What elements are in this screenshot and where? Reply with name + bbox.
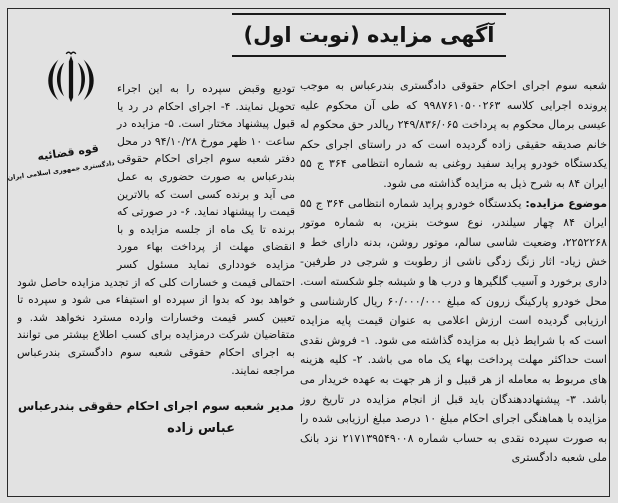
auction-conditions-paragraph: تودیع وقبض سپرده را به این اجراء تحویل نمایند. ۴- اجرای احکام در رد یا قبول پیشنهاد مختار است. ۵- مزایده در ساعت ۱۰ ظهر مورخ ۹۴/۱۰/۲۸ در محل دفتر شعبه سوم اجرای احکام حقوقی بندرعباس به صورت حضوری به عمل می آید و برنده کسی است که بالاترین قیمت را پیشنهاد نماید. ۶- در صورتی که برنده تا یک ماه از جلسه مزایده و با انقضای مهلت از پرداخت بهاء مورد مزایده خودداری نماید مسئول کسر احتمالی قیمت و خسارات کلی که از تجدید مزایده حاصل شود خواهد بود که بدوا از سپرده او استیفاء می شود و سپرده تا تعیین کسر قیمت وخسارات وارده مسترد نخواهد شد. و متقاضیان شرکت درمزایده برای کسب اطلاع بیشتر می توانند به اجرای احکام حقوقی شعبه سوم دادگستری بندرعباس مراجعه نمایند. xyxy=(17,82,295,377)
notice-right-column xyxy=(300,76,607,494)
auction-subject-label: موضوع مزایده: xyxy=(525,196,607,210)
signature-block xyxy=(17,395,295,441)
signature-title: مدیر شعبه سوم اجرای احکام حقوقی بندرعباس xyxy=(17,399,295,414)
auction-subject-text: یکدستگاه خودرو پراید شماره انتظامی ۳۶۴ ج ۵۵ ایران ۸۴ چهار سیلندر، نوع سوخت بنزین، به شماره موتور ۲۲۵۲۲۶۸، وضعیت شاسی سالم، موتور روشن، بدنه دارای خط و خش زیاد- اثار زنگ زدگی ناشی از رطوبت و شرجی در طرفین- داری برخورد و آسیب گلگیرها و درب ها و شیشه جلو شکسته است. محل خودرو پارکینگ زرون که مبلغ ۶۰/۰۰۰/۰۰۰ ریال کارشناسی و ارزیابی گردیده است ارزش اعلامی به عنوان قیمت پایه مزایده است که با شرایط ذیل به مزایده گذاشته می شود. ۱- فروش نقدی است حداکثر مهلت پرداخت بهاء یک ماه می باشد. ۲- کلیه هزینه های مربوط به معامله از هر قبیل و از هر جهت به عهده خریدار می باشد. ۳- پیشنهاددهندگان باید قبل از انجام مزایده در تاریخ روز مزایده با هماهنگی اجرای احکام مبلغ ۱۰ درصد مبلغ ارزیابی شده را به صورت سپرده نقدی به حساب شماره ۲۱۷۱۳۹۵۴۹۰۰۸ نزد بانک ملی شعبه دادگستری xyxy=(300,196,607,465)
auction-subject-paragraph xyxy=(300,194,607,468)
emblem-area xyxy=(6,80,117,262)
signature-name: عباس زاده xyxy=(167,421,235,437)
judiciary-label: قوه قضائیه xyxy=(36,141,100,164)
notice-left-column xyxy=(6,80,295,493)
notice-title-banner xyxy=(232,13,506,57)
notice-intro-paragraph: شعبه سوم اجرای احکام حقوقی دادگستری بندرعباس به موجب پرونده اجرایی کلاسه ۹۹۸۷۶۱۰۵۰۰۲۶۳ که طی آن محکوم علیه عیسی برمال محکوم به پرداخت ۲۴۹/۸۳۶/۰۶۵ ریالدر حق محکوم له خانم صدیقه حقیقی زاده گردیده است که در راستای اجرای حکم یکدستگاه خودرو پراید سفید روغنی به شماره انتظامی ۳۶۴ ج ۵۵ ایران ۸۴ به شرح ذیل به مزایده گذاشته می شود. xyxy=(300,79,607,190)
justice-department-label: دادگستری جمهوری اسلامی ایران xyxy=(6,159,116,183)
notice-title: آگهی مزایده (نوبت اول) xyxy=(243,23,495,47)
